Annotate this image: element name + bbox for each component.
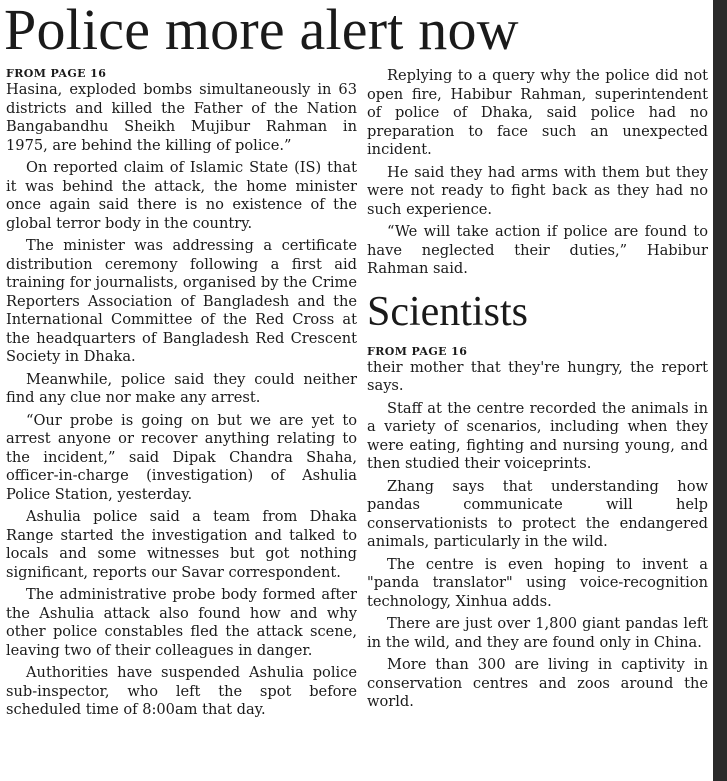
article-paragraph: Replying to a query why the police did not open fire, Habibur Rahman, superintendent of police of Dhaka, said police had no preparation to face such an unexpected incident.: [367, 67, 708, 158]
section-headline: Scientists: [367, 288, 529, 335]
article-paragraph: More than 300 are living in captivity in conservation centres and zoos around the world.: [367, 656, 708, 710]
article-paragraph: The centre is even hoping to invent a "panda translator" using voice-recognition technology, Xinhua adds.: [367, 555, 708, 610]
article-paragraph: “Our probe is going on but we are yet to arrest anyone or recover anything relating to the incident,” said Dipak Chandra Shaha, officer-in-charge (investigation) of Ashulia Police Station, yesterday.: [6, 411, 357, 503]
article-paragraph: Ashulia police said a team from Dhaka Range started the investigation and talked to locals and some witnesses but got nothing significant, reports our Savar correspondent.: [6, 508, 357, 581]
article-paragraph: Staff at the centre recorded the animals in a variety of scenarios, including when they were eating, fighting and nursing young, and then studied their voiceprints.: [367, 399, 708, 472]
continuation-label: FROM PAGE 16: [6, 67, 107, 80]
page-edge-rule: [713, 0, 727, 781]
article-paragraph: The minister was addressing a certificate distribution ceremony following a first aid training for journalists, organised by the Crime Reporters Association of Bangladesh and the International Committee of the Red Cross at the headquarters of Bangladesh Red Crescent Society in Dhaka.: [6, 237, 357, 365]
article-paragraph: The administrative probe body formed after the Ashulia attack also found how and why other police constables fled the attack scene, leaving two of their colleagues in danger.: [6, 586, 357, 659]
page-headline: Police more alert now: [4, 0, 519, 62]
article-paragraph: Zhang says that understanding how pandas communicate will help conservationists to protect the endangered animals, particularly in the wild.: [367, 477, 708, 550]
article-paragraph: Authorities have suspended Ashulia police sub-inspector, who left the spot before scheduled time of 8:00am that day.: [6, 664, 357, 718]
article-paragraph: Hasina, exploded bombs simultaneously in 63 districts and killed the Father of the Nation Bangabandhu Sheikh Mujibur Rahman in 1975, are behind the killing of police.”: [6, 81, 357, 154]
article-paragraph: their mother that they're hungry, the report says.: [367, 358, 708, 394]
article-paragraph: “We will take action if police are found to have neglected their duties,” Habibur Rahman said.: [367, 223, 708, 277]
article-paragraph: On reported claim of Islamic State (IS) that it was behind the attack, the home minister once again said there is no existence of the global terror body in the country.: [6, 159, 357, 232]
right-column: [367, 67, 708, 716]
article-paragraph: There are just over 1,800 giant pandas left in the wild, and they are found only in China.: [367, 615, 708, 651]
article-paragraph: He said they had arms with them but they were not ready to fight back as they had no such experience.: [367, 163, 708, 218]
article-paragraph: Meanwhile, police said they could neither find any clue nor make any arrest.: [6, 370, 357, 406]
left-column: [6, 67, 357, 724]
continuation-label: FROM PAGE 16: [367, 344, 468, 358]
